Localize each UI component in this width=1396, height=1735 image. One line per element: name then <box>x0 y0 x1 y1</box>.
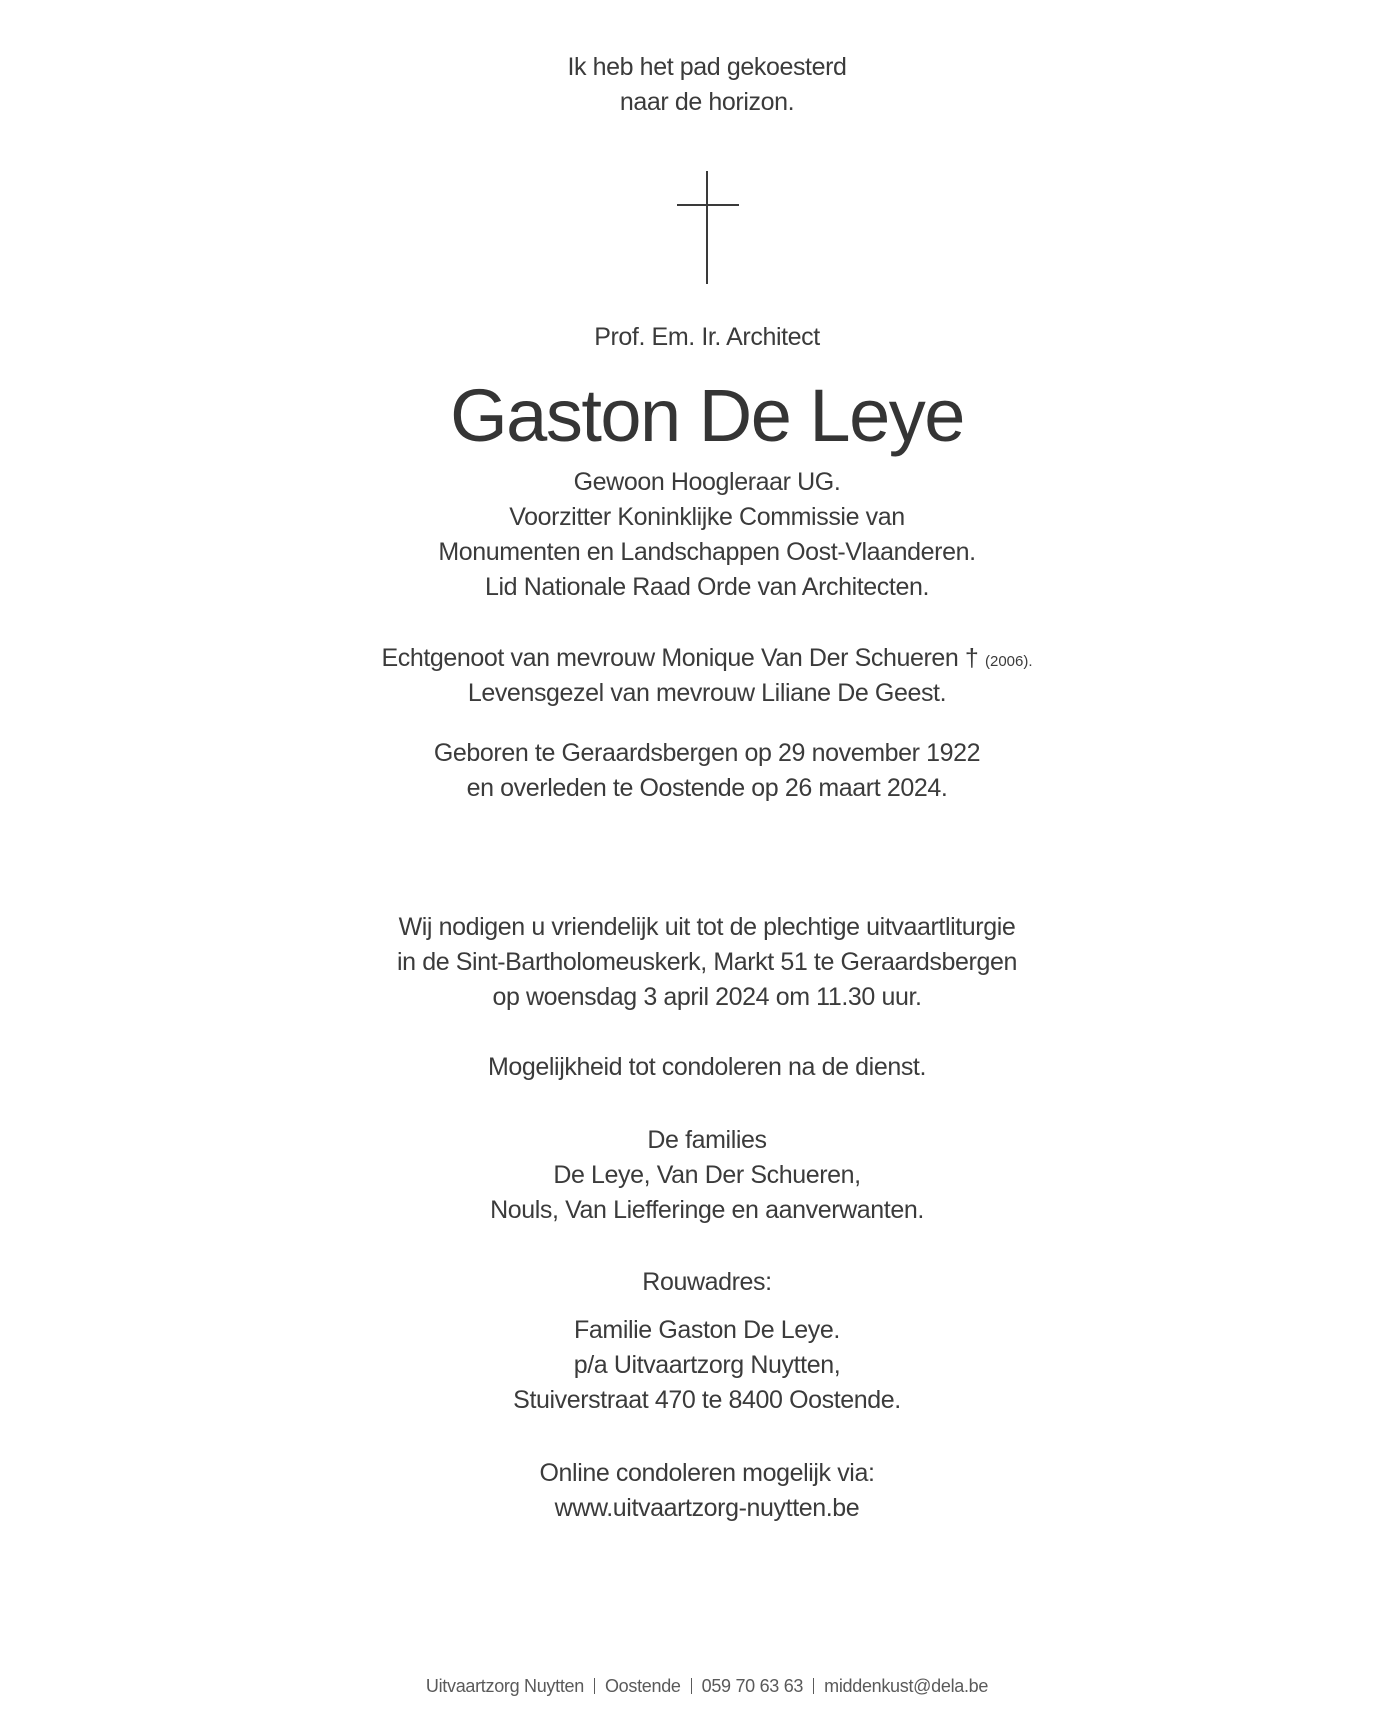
online-condolences-label: Online condoleren mogelijk via: <box>539 1459 875 1487</box>
function-line: Monumenten en Landschappen Oost-Vlaanderen. <box>438 538 976 566</box>
footer-separator <box>594 1678 595 1694</box>
ceremony-line: in de Sint-Bartholomeuskerk, Markt 51 te Geraardsbergen <box>397 948 1017 976</box>
footer-phone[interactable]: 059 70 63 63 <box>701 1676 804 1696</box>
birth-line: Geboren te Geraardsbergen op 29 november 1922 <box>433 739 981 767</box>
function-line: Lid Nationale Raad Orde van Architecten. <box>485 573 929 601</box>
function-line: Gewoon Hoogleraar UG. <box>573 468 841 496</box>
cross-icon <box>677 171 739 284</box>
online-condolences-link[interactable]: www.uitvaartzorg-nuytten.be <box>554 1494 860 1522</box>
ceremony-line: op woensdag 3 april 2024 om 11.30 uur. <box>492 983 922 1011</box>
footer <box>0 1675 1396 1697</box>
spouse-death-year: (2006). <box>984 653 1033 670</box>
address-heading: Rouwadres: <box>642 1268 772 1296</box>
address-line: p/a Uitvaartzorg Nuytten, <box>573 1351 841 1379</box>
address-line: Familie Gaston De Leye. <box>574 1316 840 1344</box>
epigraph-line-2: naar de horizon. <box>619 88 795 116</box>
ceremony-line: Wij nodigen u vriendelijk uit tot de plechtige uitvaartliturgie <box>398 913 1016 941</box>
address-line: Stuiverstraat 470 te 8400 Oostende. <box>513 1386 901 1414</box>
footer-separator <box>813 1678 814 1694</box>
footer-city: Oostende <box>604 1676 681 1696</box>
footer-company: Uitvaartzorg Nuytten <box>425 1676 584 1696</box>
footer-email[interactable]: middenkust@dela.be <box>824 1676 989 1696</box>
death-line: en overleden te Oostende op 26 maart 2024. <box>466 774 948 802</box>
footer-separator <box>691 1678 692 1694</box>
families-line: Nouls, Van Liefferinge en aanverwanten. <box>490 1196 924 1224</box>
families-heading: De families <box>647 1126 767 1154</box>
condolences-note: Mogelijkheid tot condoleren na de dienst. <box>487 1053 927 1081</box>
spouse-text: Echtgenoot van mevrouw Monique Van Der Schueren † <box>381 644 979 672</box>
families-line: De Leye, Van Der Schueren, <box>553 1161 861 1189</box>
deceased-name: Gaston De Leye <box>450 374 964 457</box>
partner-line: Levensgezel van mevrouw Liliane De Geest. <box>467 679 947 707</box>
spouse-line <box>0 643 1396 677</box>
epigraph-line-1: Ik heb het pad gekoesterd <box>567 53 847 81</box>
deceased-title: Prof. Em. Ir. Architect <box>594 323 820 351</box>
function-line: Voorzitter Koninklijke Commissie van <box>509 503 905 531</box>
